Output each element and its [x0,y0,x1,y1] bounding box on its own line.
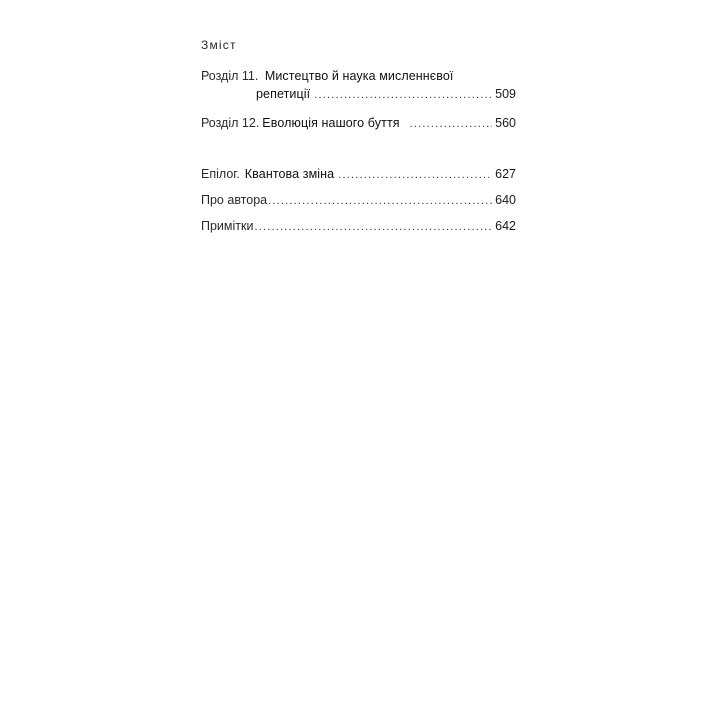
toc-entry-chapter-11[interactable] [201,68,454,85]
notes-title: Примітки [201,219,254,233]
page-number: 560 [495,116,516,130]
chapter-label: Розділ 11. [201,69,259,83]
running-head: Зміст [201,38,237,52]
about-author-title: Про автора [201,193,268,207]
epilogue-label: Епілог. [201,167,240,181]
page-number: 509 [495,87,516,101]
leader-dots [314,87,492,104]
toc-entry-epilogue[interactable] [201,166,516,184]
chapter-title-continued: репетиції [256,87,311,101]
toc-entry-notes[interactable] [201,218,516,236]
epilogue-title: Квантова зміна [244,167,335,181]
page-number: 627 [495,167,516,181]
toc-entry-about-author[interactable] [201,192,516,210]
chapter-title: Мистецтво й наука мисленнєвої [264,69,454,83]
toc-entry-chapter-12[interactable] [201,115,516,133]
chapter-title: Еволюція нашого буття [262,116,400,130]
leader-dots [410,116,492,133]
leader-dots [338,167,492,184]
chapter-label: Розділ 12. [201,116,260,130]
leader-dots [268,193,492,210]
page-number: 640 [495,193,516,207]
toc-entry-chapter-11-continued[interactable] [201,86,516,104]
page-number: 642 [495,219,516,233]
leader-dots [254,219,492,236]
